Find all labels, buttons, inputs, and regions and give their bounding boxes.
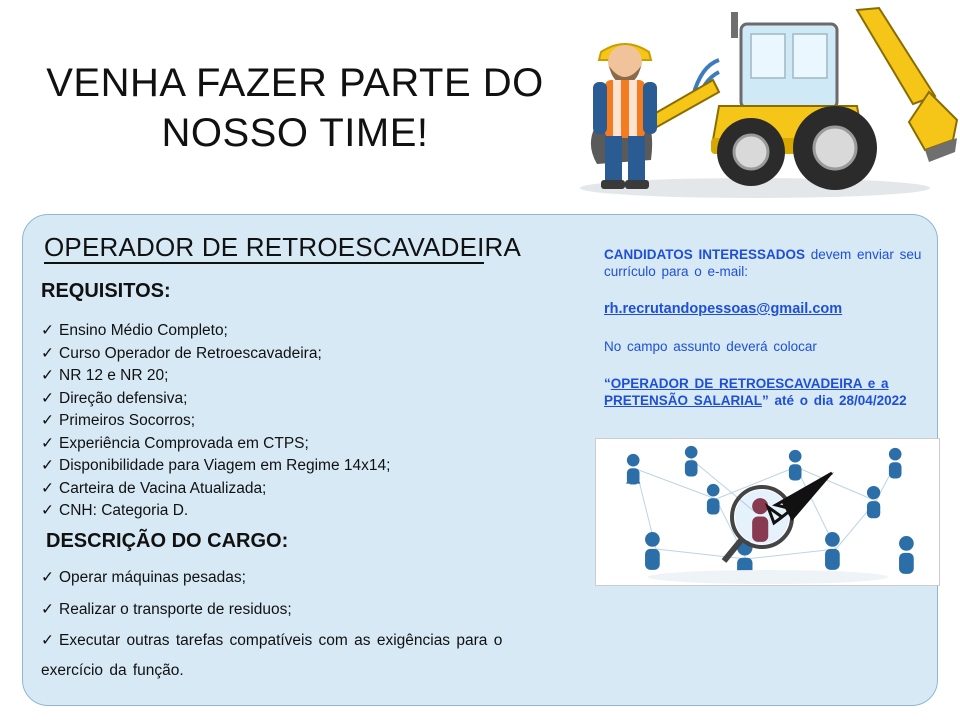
list-item-label: Direção defensiva; xyxy=(59,389,188,407)
quote-open: “ xyxy=(604,376,611,391)
list-item xyxy=(41,562,566,594)
contact-subject-note xyxy=(604,338,944,355)
contact-lead-rest: devem enviar seu currículo para o e-mail: xyxy=(604,247,922,279)
list-item-label: Ensino Médio Completo; xyxy=(59,322,228,339)
list-item xyxy=(41,343,561,366)
job-title-underline xyxy=(44,262,484,264)
check-icon: ✓ xyxy=(41,322,54,339)
check-icon: ✓ xyxy=(41,601,54,618)
list-item-label: CNH: Categoria D. xyxy=(59,502,189,519)
description-heading: DESCRIÇÃO DO CARGO: xyxy=(46,530,289,552)
check-icon: ✓ xyxy=(41,367,54,384)
check-icon: ✓ xyxy=(41,344,54,362)
list-item xyxy=(41,320,561,343)
subject-note-label: No campo assunto deverá colocar xyxy=(604,339,817,354)
list-item-label: Realizar o transporte de residuos; xyxy=(59,601,292,618)
list-item xyxy=(41,500,561,523)
deadline-text: até o dia 28/04/2022 xyxy=(768,393,907,408)
contact-subject-line xyxy=(604,375,944,409)
check-icon: ✓ xyxy=(41,412,54,429)
contact-email-line xyxy=(604,300,944,318)
check-icon: ✓ xyxy=(41,632,54,649)
backhoe-loader-icon xyxy=(505,0,960,205)
requirements-heading: REQUISITOS: xyxy=(41,280,171,302)
list-item-label: Curso Operador de Retroescavadeira; xyxy=(59,344,322,362)
page-title: VENHA FAZER PARTE DO NOSSO TIME! xyxy=(46,61,544,155)
check-icon: ✓ xyxy=(41,457,54,474)
headhunting-image xyxy=(595,438,940,586)
job-title: OPERADOR DE RETROESCAVADEIRA xyxy=(44,232,522,262)
check-icon: ✓ xyxy=(41,389,54,407)
list-item xyxy=(41,410,561,433)
list-item-label: NR 12 e NR 20; xyxy=(59,367,169,384)
quote-close: ” xyxy=(762,393,769,408)
list-item-label: Operar máquinas pesadas; xyxy=(59,569,246,586)
check-icon: ✓ xyxy=(41,434,54,452)
list-item xyxy=(41,388,561,411)
requirements-list xyxy=(41,320,561,523)
email-link[interactable]: rh.recrutandopessoas@gmail.com xyxy=(604,301,843,317)
check-icon: ✓ xyxy=(41,502,54,519)
list-item xyxy=(41,433,561,456)
contact-instruction xyxy=(604,246,944,280)
list-item xyxy=(41,365,561,388)
list-item-label: Executar outras tarefas compatíveis com as exigências para o exercício da função. xyxy=(41,632,503,679)
list-item-label: Disponibilidade para Viagem em Regime 14x14; xyxy=(59,457,391,474)
list-item-label: Experiência Comprovada em CTPS; xyxy=(59,434,309,452)
list-item-label: Carteira de Vacina Atualizada; xyxy=(59,479,267,497)
check-icon: ✓ xyxy=(41,569,54,586)
subject-text: OPERADOR DE RETROESCAVADEIRA e a PRETENSÃO SALARIAL xyxy=(604,376,889,408)
list-item xyxy=(41,594,566,626)
list-item xyxy=(41,478,561,501)
description-list xyxy=(41,562,566,686)
contact-block xyxy=(604,246,944,429)
contact-lead: CANDIDATOS INTERESSADOS xyxy=(604,247,806,262)
list-item xyxy=(41,626,566,686)
list-item-label: Primeiros Socorros; xyxy=(59,412,196,429)
check-icon: ✓ xyxy=(41,479,54,497)
list-item xyxy=(41,455,561,478)
